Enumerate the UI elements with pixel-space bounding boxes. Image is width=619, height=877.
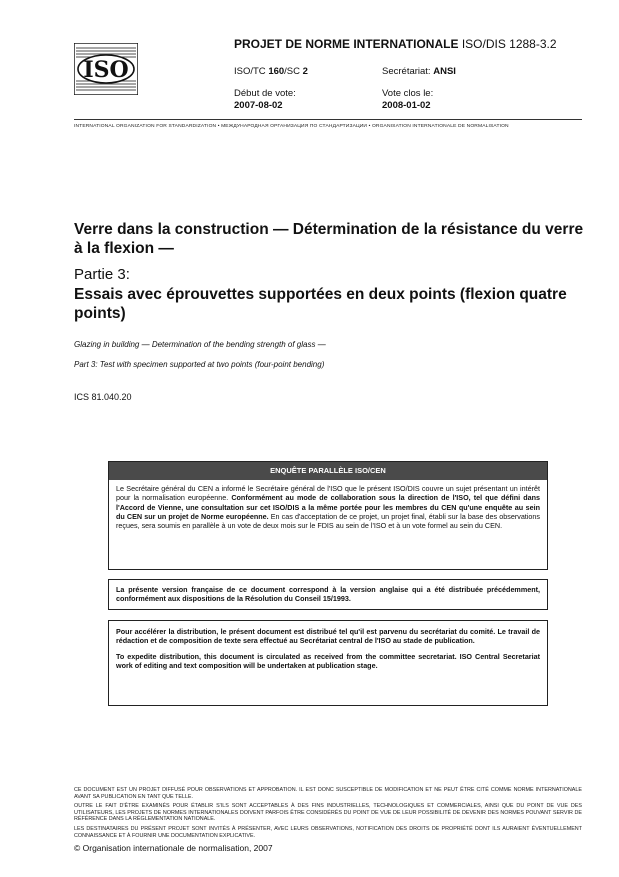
parallel-enquiry-heading: ENQUÊTE PARALLÈLE ISO/CEN [109, 462, 547, 480]
english-title: Glazing in building — Determination of the bending strength of glass — [74, 340, 326, 349]
vote-end: Vote clos le: 2008-01-02 [382, 88, 434, 111]
footer-paragraph: LES DESTINATAIRES DU PRÉSENT PROJET SONT INVITÉS À PRÉSENTER, AVEC LEURS OBSERVATIONS, NOTIFICATION DES DROITS DE PROPRIÉTÉ DONT ILS AURAIENT ÉVENTUELLEMENT CONNAISSANCE ET À FOURNIR UNE DOCUMENTATION EXPLICATIVE. [74, 825, 582, 839]
document-type-title: PROJET DE NORME INTERNATIONALE ISO/DIS 1288-3.2 [234, 37, 557, 51]
iso-logo [74, 43, 138, 95]
distribution-text-fr: Pour accélérer la distribution, le présent document est distribué tel qu'il est parvenu du secrétariat du comité. Le travail de rédaction et de composition de texte sera effectué au Secrétariat central de l'ISO au stade de publication. [116, 627, 540, 646]
french-version-text: La présente version française de ce document correspond à la version anglaise qui a été distribuée précédemment, conformément aux dispositions de la Résolution du Conseil 15/1993. [116, 585, 540, 604]
svg-text:ISO: ISO [83, 57, 129, 83]
secretariat: Secrétariat: ANSI [382, 66, 456, 77]
part-label: Partie 3: [74, 266, 130, 283]
vote-start: Début de vote: 2007-08-02 [234, 88, 296, 111]
part-title: Essais avec éprouvettes supportées en deux points (flexion quatre points) [74, 286, 567, 322]
footer-disclaimer [74, 787, 582, 842]
parallel-enquiry-box [108, 461, 548, 570]
footer-paragraph: CE DOCUMENT EST UN PROJET DIFFUSÉ POUR OBSERVATIONS ET APPROBATION. IL EST DONC SUSCEPTIBLE DE MODIFICATION ET NE PEUT ÊTRE CITÉ COMME NORME INTERNATIONALE AVANT SA PUBLICATION EN TANT QUE TELLE. [74, 787, 582, 800]
distribution-text-en: To expedite distribution, this document is circulated as received from the committee secretariat. ISO Central Secretariat work of editing and text composition will be undertaken at publication stage. [116, 651, 540, 670]
ics-code: ICS 81.040.20 [74, 392, 132, 402]
copyright: © Organisation internationale de normalisation, 2007 [74, 843, 273, 853]
box1-text-bold: Conformément au mode de collaboration sous la direction de l'ISO, tel que défini dans l'Accord de Vienne, une consultation sur cet ISO/DIS a la même portée pour les membres du CEN qu'une enquête au sein du CEN sur un projet de Norme européenne. [116, 493, 540, 521]
organization-line: INTERNATIONAL ORGANIZATION FOR STANDARDIZATION • МЕЖДУНАРОДНАЯ ОРГАНИЗАЦИЯ ПО СТАНДАРТИЗАЦИИ • ORGANISATION INTERNATIONALE DE NORMALISATION [74, 124, 509, 129]
english-part-title: Part 3: Test with specimen supported at two points (four-point bending) [74, 360, 325, 369]
french-version-notice [108, 579, 548, 610]
committee: ISO/TC 160/SC 2 [234, 66, 308, 77]
main-title: Verre dans la construction — Détermination de la résistance du verre à la flexion — [74, 221, 584, 257]
distribution-notice [108, 620, 548, 706]
box1-text-1: Le Secrétaire général du CEN a informé le Secrétaire général de l'ISO que le présent ISO/DIS couvre un sujet présentant un intérêt pour la normalisation européenne. [116, 484, 540, 503]
header-rule [74, 119, 582, 120]
footer-paragraph: OUTRE LE FAIT D'ÊTRE EXAMINÉS POUR ÉTABLIR S'ILS SONT ACCEPTABLES À DES FINS INDUSTRIELLES, TECHNOLOGIQUES ET COMMERCIALES, AINSI QUE DU POINT DE VUE DES UTILISATEURS, LES PROJETS DE NORMES INTERNATIONALES DOIVENT PARFOIS ÊTRE CONSIDÉRÉS DU POINT DE VUE DE LEUR POSSIBILITÉ DE DEVENIR DES NORMES POUVANT SERVIR DE RÉFÉRENCE DANS LA RÉGLEMENTATION NATIONALE. [74, 803, 582, 823]
box1-text-2: En cas d'acceptation de ce projet, un projet final, établi sur la base des observations reçues, sera soumis en parallèle à un vote de deux mois sur le FDIS au sein de l'ISO et à un vote formel au sein du CEN. [116, 511, 540, 531]
